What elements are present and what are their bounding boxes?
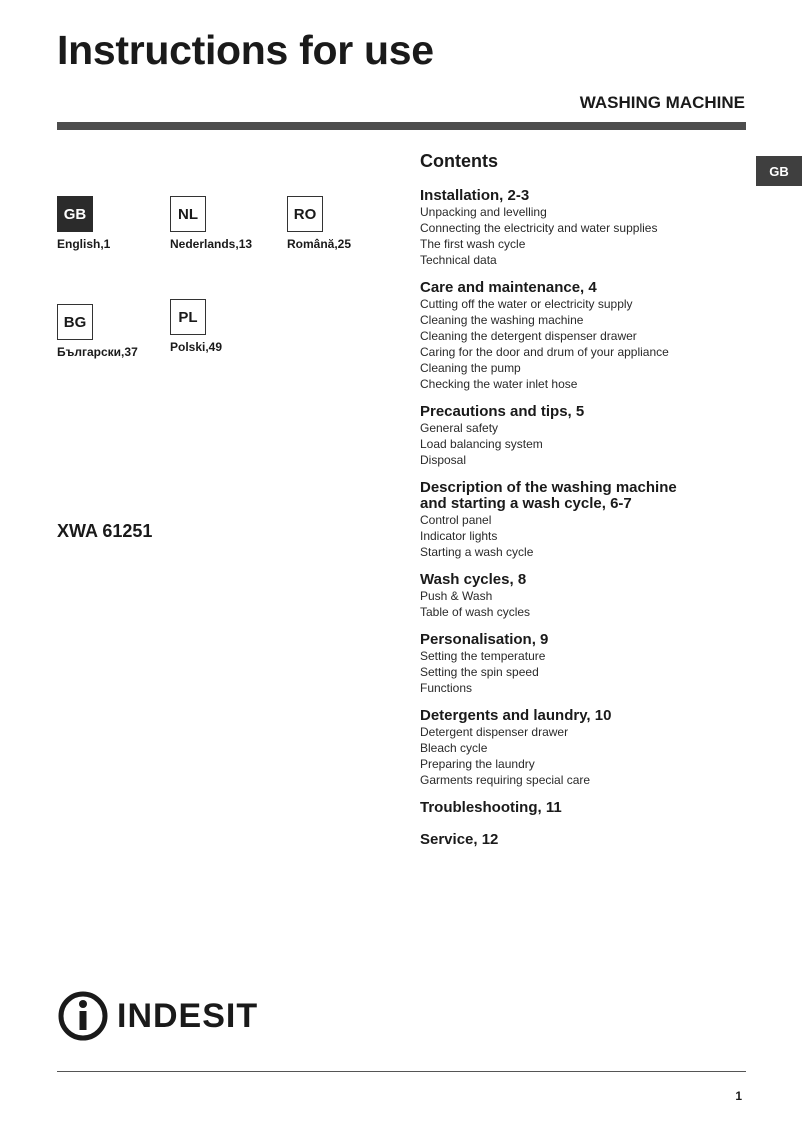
toc-section-description bbox=[420, 480, 750, 560]
toc-item[interactable]: Checking the water inlet hose bbox=[420, 377, 578, 391]
toc-section-wash-cycles bbox=[420, 572, 750, 620]
toc-item[interactable]: Control panel bbox=[420, 513, 492, 527]
toc-item[interactable]: Cutting off the water or electricity supply bbox=[420, 297, 633, 311]
language-label: English,1 bbox=[57, 237, 111, 251]
toc-item[interactable]: Technical data bbox=[420, 253, 497, 267]
toc-section-title[interactable]: Troubleshooting, 11 bbox=[420, 799, 562, 816]
toc-item[interactable]: Disposal bbox=[420, 453, 467, 467]
language-label: Polski,49 bbox=[170, 340, 223, 354]
toc-item[interactable]: Connecting the electricity and water supplies bbox=[420, 221, 658, 235]
toc-section-title[interactable]: Care and maintenance, 4 bbox=[420, 279, 597, 296]
toc-section-precautions bbox=[420, 404, 750, 468]
toc-item[interactable]: Cleaning the detergent dispenser drawer bbox=[420, 329, 637, 343]
toc-item[interactable]: Detergent dispenser drawer bbox=[420, 725, 569, 739]
header-bar bbox=[57, 122, 746, 130]
language-label: Български,37 bbox=[57, 345, 138, 359]
toc-item[interactable]: Setting the temperature bbox=[420, 649, 546, 663]
language-nl[interactable] bbox=[170, 196, 252, 251]
toc-section-title-continued[interactable]: and starting a wash cycle, 6-7 bbox=[420, 495, 632, 512]
toc-section-installation bbox=[420, 188, 750, 268]
toc-item[interactable]: General safety bbox=[420, 421, 499, 435]
toc-section-title[interactable]: Wash cycles, 8 bbox=[420, 571, 527, 588]
toc-section-title[interactable]: Detergents and laundry, 10 bbox=[420, 707, 612, 724]
page-title: Instructions for use bbox=[57, 27, 434, 73]
language-label: Nederlands,13 bbox=[170, 237, 253, 251]
brand-logo-text: INDESIT bbox=[117, 996, 259, 1035]
toc-section-title[interactable]: Installation, 2-3 bbox=[420, 187, 530, 204]
footer-rule bbox=[57, 1071, 746, 1072]
toc-item[interactable]: Indicator lights bbox=[420, 529, 498, 543]
language-code-box: GB bbox=[57, 196, 93, 232]
product-type: WASHING MACHINE bbox=[579, 93, 745, 112]
language-pl[interactable] bbox=[170, 299, 222, 354]
toc-item[interactable]: The first wash cycle bbox=[420, 237, 526, 251]
language-code-box: NL bbox=[170, 196, 206, 232]
language-label: Română,25 bbox=[287, 237, 352, 251]
toc-item[interactable]: Preparing the laundry bbox=[420, 757, 535, 771]
language-code-box: BG bbox=[57, 304, 93, 340]
toc-section-personalisation bbox=[420, 632, 750, 696]
toc-item[interactable]: Cleaning the washing machine bbox=[420, 313, 584, 327]
toc-section-care bbox=[420, 280, 750, 392]
toc-item[interactable]: Push & Wash bbox=[420, 589, 493, 603]
toc-item[interactable]: Bleach cycle bbox=[420, 741, 488, 755]
language-code-box: PL bbox=[170, 299, 206, 335]
toc-item[interactable]: Load balancing system bbox=[420, 437, 543, 451]
language-bg[interactable] bbox=[57, 304, 138, 359]
toc-section-title[interactable]: Personalisation, 9 bbox=[420, 631, 549, 648]
contents-heading: Contents bbox=[420, 151, 498, 171]
toc-section-detergents bbox=[420, 708, 750, 788]
brand-logo bbox=[57, 990, 258, 1042]
toc-item[interactable]: Unpacking and levelling bbox=[420, 205, 547, 219]
toc-item[interactable]: Cleaning the pump bbox=[420, 361, 521, 375]
toc-section-troubleshooting bbox=[420, 800, 750, 816]
language-ro[interactable] bbox=[287, 196, 351, 251]
toc-item[interactable]: Caring for the door and drum of your appliance bbox=[420, 345, 669, 359]
toc-item[interactable]: Table of wash cycles bbox=[420, 605, 531, 619]
page-number: 1 bbox=[735, 1089, 742, 1103]
model-number: XWA 61251 bbox=[57, 521, 153, 541]
indesit-i-icon bbox=[57, 990, 109, 1042]
table-of-contents bbox=[420, 188, 750, 860]
language-code-box: RO bbox=[287, 196, 323, 232]
toc-item[interactable]: Starting a wash cycle bbox=[420, 545, 534, 559]
toc-section-title[interactable]: Service, 12 bbox=[420, 831, 499, 848]
language-side-tab: GB bbox=[756, 156, 802, 186]
toc-item[interactable]: Garments requiring special care bbox=[420, 773, 591, 787]
toc-item[interactable]: Setting the spin speed bbox=[420, 665, 539, 679]
toc-section-title[interactable]: Description of the washing machine bbox=[420, 479, 677, 496]
toc-section-service bbox=[420, 832, 750, 848]
language-gb[interactable] bbox=[57, 196, 110, 251]
toc-item[interactable]: Functions bbox=[420, 681, 473, 695]
toc-section-title[interactable]: Precautions and tips, 5 bbox=[420, 403, 585, 420]
